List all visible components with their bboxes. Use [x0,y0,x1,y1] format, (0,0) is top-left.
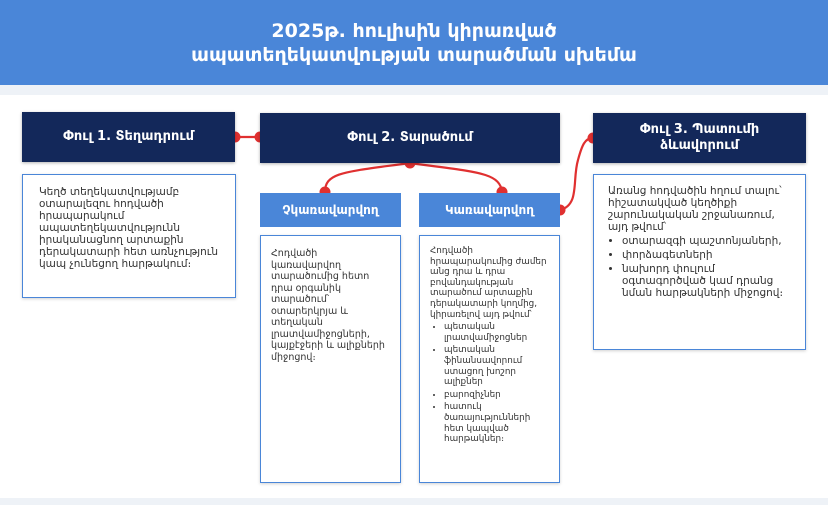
uncontrolled-label: Չկառավարվող [282,203,379,217]
header-banner [0,0,828,85]
controlled-list-item: • պետական ֆինանսավորում ստացող խոշոր ալիքներ [444,345,549,387]
phase2-label: Փուլ 2. Տարածում [347,130,473,145]
phase3-list-item: • փորձագետների [622,249,791,261]
phase1-description-text: Կեղծ տեղեկատվությամբ օտարալեզու հոդվածի հրապարակում ապատեղեկատվությունն իրականացնող արտաքին դերակատարի հետ առնչություն կապ չունեցող հարթակում։ [39,186,218,270]
phase3-list [608,235,791,299]
controlled-description [419,235,560,483]
uncontrolled-header [260,193,401,227]
bottom-strip [0,498,828,505]
phase3-list-item: • նախորդ փուլում օգտագործված կամ դրանց նման հարթակների միջոցով։ [622,263,791,299]
controlled-label: Կառավարվող [445,203,534,217]
phase3-description [593,174,806,350]
phase3-description-intro: Առանց հոդվածին հղում տալու՝ հիշատակված կեղծիքի շարունակական շրջանառում, այդ թվում՝ [608,185,782,233]
phase3-list-item: • օտարազգի պաշտոնյաների, [622,235,791,247]
controlled-header [419,193,560,227]
phase2-box [260,113,560,163]
divider-strip [0,85,828,95]
diagram-title-line1: 2025թ. հուլիսին կիրառված [271,19,557,42]
phase1-box [22,112,235,162]
uncontrolled-description [260,235,401,483]
controlled-list-item: • պետական լրատվամիջոցներ [444,322,549,343]
controlled-list-item: • հատուկ ծառայությունների հետ կապված հարթակներ։ [444,402,549,444]
controlled-list-item: • բարոզիչներ [444,390,549,401]
controlled-list [430,322,549,445]
controlled-description-intro: Հոդվածի հրապարակումից ժամեր անց դրա և դրա բովանդակության տարածում արտաքին դերակատարի կողմից, կիրառելով այդ թվում՝ [430,246,547,320]
phase1-label: Փուլ 1. Տեղադրում [63,129,194,144]
phase3-box [593,113,806,163]
connector-controlled-phase3 [560,138,593,210]
phase3-label: Փուլ 3. Պատումի ձևավորում [639,122,760,153]
phase1-description [22,174,236,298]
uncontrolled-description-text: Հոդվածի կառավարվող տարածումից հետո դրա օրգանիկ տարածում՝ օտարերկրյա և տեղական լրատվամիջոցների, կայքէջերի և ալիքների միջոցով։ [271,248,385,363]
diagram-title-line2: ապատեղեկատվության տարածման սխեմա [191,43,637,66]
connector-phase2-split [325,163,502,192]
